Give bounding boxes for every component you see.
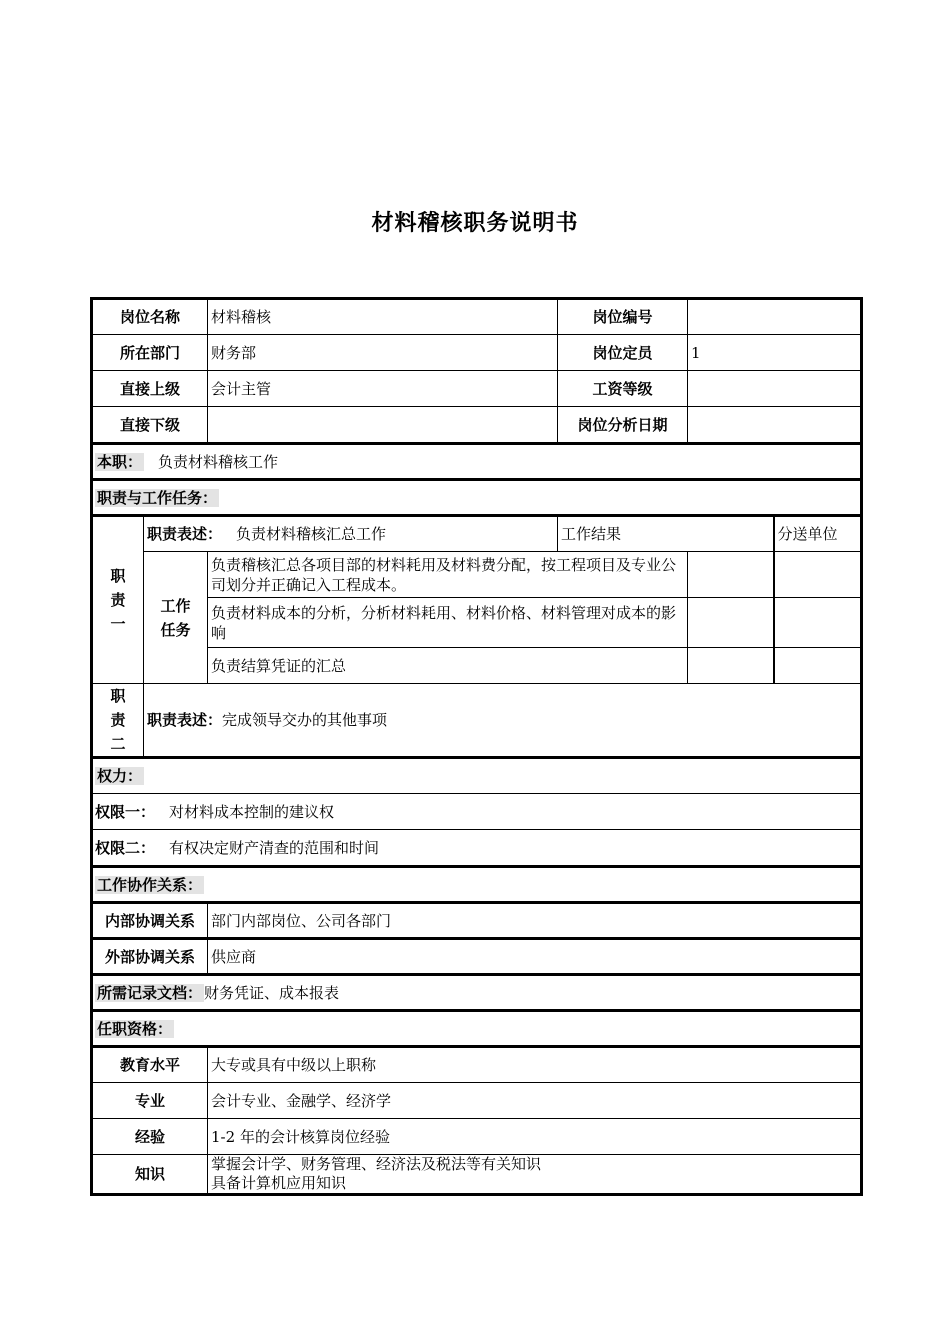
row-experience bbox=[92, 1119, 862, 1155]
row-task-2 bbox=[92, 598, 862, 648]
row-relations-header bbox=[92, 867, 862, 903]
duty2-desc-label: 职责表述： bbox=[147, 711, 223, 729]
row-duty2 bbox=[92, 684, 862, 758]
task-2-result bbox=[688, 598, 774, 648]
relations-header: 工作协作关系： bbox=[97, 875, 203, 894]
superior-label: 直接上级 bbox=[92, 371, 208, 407]
row-power-2 bbox=[92, 830, 862, 867]
quota-value: 1 bbox=[688, 335, 862, 371]
external-value: 供应商 bbox=[208, 939, 862, 975]
subordinate-value bbox=[208, 407, 558, 444]
row-duties-header bbox=[92, 480, 862, 516]
duty1-desc-cell bbox=[144, 516, 558, 552]
result-header: 工作结果 bbox=[558, 516, 774, 552]
post-name-value: 材料稽核 bbox=[208, 299, 558, 335]
task-3-send bbox=[774, 648, 862, 684]
row-records bbox=[92, 975, 862, 1011]
knowledge-value bbox=[208, 1155, 862, 1195]
duty2-label: 职 责 二 bbox=[92, 684, 144, 758]
row-internal bbox=[92, 903, 862, 939]
power-2-value: 有权决定财产清查的范围和时间 bbox=[169, 838, 380, 857]
education-label: 教育水平 bbox=[92, 1047, 208, 1083]
knowledge-label: 知识 bbox=[92, 1155, 208, 1195]
analysis-date-label: 岗位分析日期 bbox=[558, 407, 688, 444]
knowledge-line-1: 掌握会计学、财务管理、经济法及税法等有关知识 bbox=[211, 1155, 542, 1173]
major-label: 专业 bbox=[92, 1083, 208, 1119]
document-title: 材料稽核职务说明书 bbox=[371, 211, 579, 236]
internal-label: 内部协调关系 bbox=[92, 903, 208, 939]
power-2-cell bbox=[92, 830, 862, 867]
relations-header-cell bbox=[92, 867, 862, 903]
duty1-desc: 负责材料稽核汇总工作 bbox=[236, 525, 387, 543]
education-value: 大专或具有中级以上职称 bbox=[208, 1047, 862, 1083]
row-dept bbox=[92, 335, 862, 371]
row-power-1 bbox=[92, 794, 862, 830]
job-description-table bbox=[90, 297, 863, 1196]
major-value: 会计专业、金融学、经济学 bbox=[208, 1083, 862, 1119]
qualification-header-cell bbox=[92, 1011, 862, 1047]
main-duty-cell bbox=[92, 444, 862, 480]
power-2-label: 权限二： bbox=[95, 838, 156, 857]
task-3: 负责结算凭证的汇总 bbox=[208, 648, 688, 684]
duty2-desc: 完成领导交办的其他事项 bbox=[222, 711, 388, 729]
records-value: 财务凭证、成本报表 bbox=[204, 983, 340, 1002]
power-1-value: 对材料成本控制的建议权 bbox=[169, 802, 335, 821]
row-post-name bbox=[92, 299, 862, 335]
duties-header-cell bbox=[92, 480, 862, 516]
records-label: 所需记录文档： bbox=[97, 983, 203, 1002]
post-name-label: 岗位名称 bbox=[92, 299, 208, 335]
row-duty1-desc bbox=[92, 516, 862, 552]
duties-header: 职责与工作任务： bbox=[97, 488, 218, 507]
quota-label: 岗位定员 bbox=[558, 335, 688, 371]
dept-value: 财务部 bbox=[208, 335, 558, 371]
row-power-header bbox=[92, 758, 862, 794]
duty1-desc-label: 职责表述： bbox=[147, 525, 223, 543]
duty1-label: 职 责 一 bbox=[92, 516, 144, 684]
internal-value: 部门内部岗位、公司各部门 bbox=[208, 903, 862, 939]
superior-value: 会计主管 bbox=[208, 371, 558, 407]
task-1-send bbox=[774, 552, 862, 598]
power-header: 权力： bbox=[97, 767, 143, 785]
post-no-value bbox=[688, 299, 862, 335]
row-external bbox=[92, 939, 862, 975]
duty2-desc-cell bbox=[144, 684, 862, 758]
task-3-result bbox=[688, 648, 774, 684]
experience-value: 1-2 年的会计核算岗位经验 bbox=[208, 1119, 862, 1155]
main-duty-label: 本职： bbox=[97, 452, 143, 471]
power-1-label: 权限一： bbox=[95, 802, 156, 821]
wage-value bbox=[688, 371, 862, 407]
task-1: 负责稽核汇总各项目部的材料耗用及材料费分配，按工程项目及专业公司划分并正确记入工程成本。 bbox=[208, 552, 688, 598]
records-cell bbox=[92, 975, 862, 1011]
post-no-label: 岗位编号 bbox=[558, 299, 688, 335]
main-duty-value: 负责材料稽核工作 bbox=[158, 452, 279, 471]
power-1-cell bbox=[92, 794, 862, 830]
knowledge-line-2: 具备计算机应用知识 bbox=[211, 1174, 347, 1192]
experience-label: 经验 bbox=[92, 1119, 208, 1155]
send-header: 分送单位 bbox=[774, 516, 862, 552]
task-2: 负责材料成本的分析，分析材料耗用、材料价格、材料管理对成本的影响 bbox=[208, 598, 688, 648]
task-1-result bbox=[688, 552, 774, 598]
row-education bbox=[92, 1047, 862, 1083]
analysis-date-value bbox=[688, 407, 862, 444]
row-task-1 bbox=[92, 552, 862, 598]
task-label: 工作 任务 bbox=[144, 552, 208, 684]
dept-label: 所在部门 bbox=[92, 335, 208, 371]
row-main-duty bbox=[92, 444, 862, 480]
row-superior bbox=[92, 371, 862, 407]
external-label: 外部协调关系 bbox=[92, 939, 208, 975]
subordinate-label: 直接下级 bbox=[92, 407, 208, 444]
power-header-cell bbox=[92, 758, 862, 794]
row-major bbox=[92, 1083, 862, 1119]
row-qualification-header bbox=[92, 1011, 862, 1047]
row-subordinate bbox=[92, 407, 862, 444]
row-knowledge bbox=[92, 1155, 862, 1195]
task-2-send bbox=[774, 598, 862, 648]
qualification-header: 任职资格： bbox=[97, 1019, 173, 1038]
row-task-3 bbox=[92, 648, 862, 684]
wage-label: 工资等级 bbox=[558, 371, 688, 407]
